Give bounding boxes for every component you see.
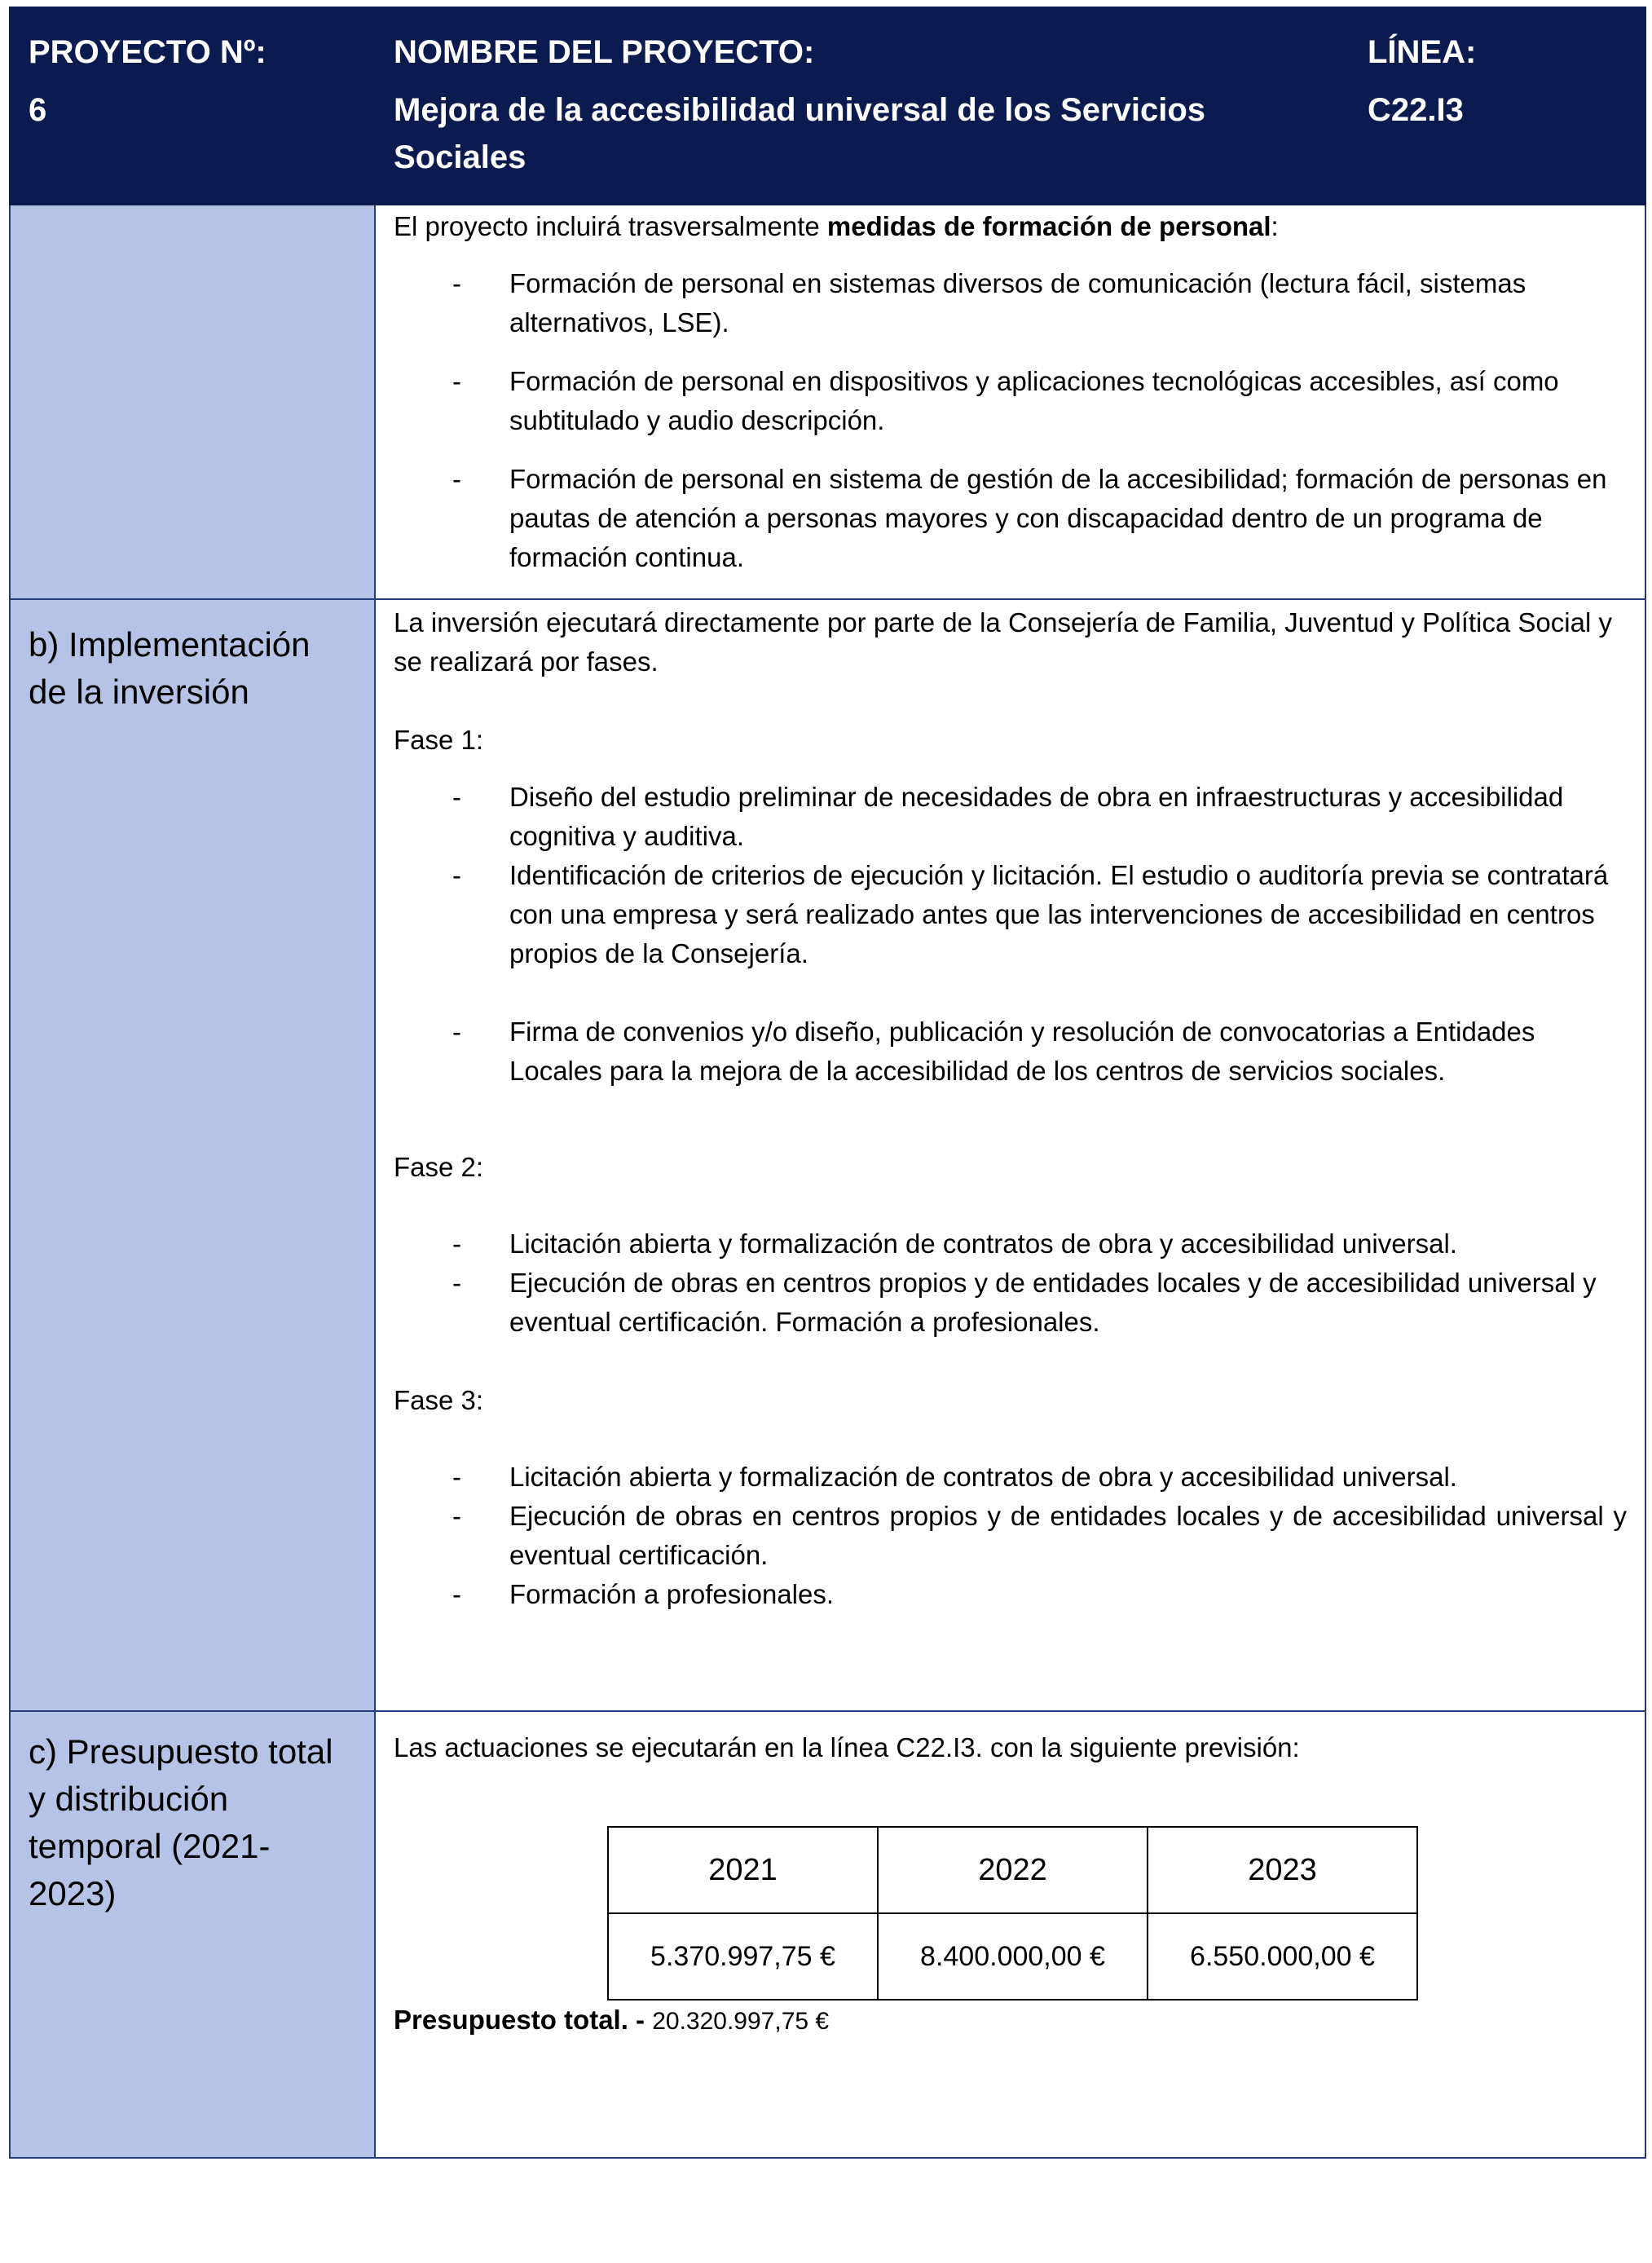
project-name-label: NOMBRE DEL PROYECTO:: [394, 34, 815, 70]
list-item: - Formación a profesionales.: [452, 1579, 835, 1609]
budget-amount-2021: 5.370.997,75 €: [608, 1913, 878, 2000]
list-item: - Formación de personal en sistemas diversos de comunicación (lectura fácil, sistemas alternativos, LSE).: [452, 268, 1526, 337]
list-item: - Firma de convenios y/o diseño, publicación y resolución de convocatorias a Entidades Locales para la mejora de la accesibilidad de los centros de servicios sociales.: [452, 1017, 1535, 1086]
section-a-label-cell: [10, 205, 375, 599]
section-b-label-cell: [10, 599, 375, 1711]
section-a-row: [10, 205, 1645, 599]
section-a-intro: El proyecto incluirá trasversalmente medidas de formación de personal:: [394, 211, 1279, 241]
list-item: - Formación de personal en dispositivos y aplicaciones tecnológicas accesibles, así como subtitulado y audio descripción.: [452, 366, 1559, 435]
section-c-label-cell: [10, 1711, 375, 2158]
project-number-label: PROYECTO Nº:: [29, 34, 267, 70]
fase-1-list: [394, 778, 1627, 1091]
list-item: - Ejecución de obras en centros propios y de entidades locales y de accesibilidad universal y eventual certificación. Formación a profesionales.: [452, 1268, 1597, 1337]
budget-amounts-row: [608, 1913, 1417, 2000]
project-number-value: 6: [29, 92, 47, 128]
section-b-row: [10, 599, 1645, 1711]
fase-1-title: Fase 1:: [394, 725, 484, 755]
section-a-list: [394, 264, 1627, 577]
budget-amount-2022: 8.400.000,00 €: [878, 1913, 1148, 2000]
header-project-number-cell: [10, 7, 375, 205]
list-item: - Diseño del estudio preliminar de necesidades de obra en infraestructuras y accesibilidad cognitiva y auditiva.: [452, 782, 1564, 851]
section-c-row: [10, 1711, 1645, 2158]
project-name-value: Mejora de la accesibilidad universal de los Servicios Sociales: [394, 92, 1205, 175]
budget-years-row: [608, 1827, 1417, 1913]
budget-amount-2023: 6.550.000,00 €: [1148, 1913, 1417, 2000]
budget-table: [607, 1826, 1418, 2001]
section-c-content-cell: [375, 1711, 1645, 2158]
list-item: - Licitación abierta y formalización de contratos de obra y accesibilidad universal.: [452, 1462, 1457, 1492]
fase-3-title: Fase 3:: [394, 1385, 484, 1415]
header-line-cell: [1349, 7, 1645, 205]
list-item: - Identificación de criterios de ejecución y licitación. El estudio o auditoría previa se contratará con una empresa y será realizado antes que las intervenciones de accesibilidad en centros propios de la Consejería.: [452, 860, 1609, 968]
fase-3-list: [394, 1458, 1627, 1614]
budget-total-value: 20.320.997,75 €: [652, 2008, 830, 2035]
header-project-name-cell: [375, 7, 1349, 205]
budget-year-2023: 2023: [1148, 1827, 1417, 1913]
fase-2-title: Fase 2:: [394, 1152, 484, 1182]
line-value: C22.I3: [1368, 92, 1464, 128]
budget-year-2022: 2022: [878, 1827, 1148, 1913]
section-a-intro-bold: medidas de formación de personal: [826, 211, 1271, 241]
list-item: - Licitación abierta y formalización de contratos de obra y accesibilidad universal.: [452, 1229, 1457, 1259]
section-c-intro: Las actuaciones se ejecutarán en la línea C22.I3. con la siguiente previsión:: [394, 1732, 1300, 1762]
budget-year-2021: 2021: [608, 1827, 878, 1913]
section-b-label: b) Implementación de la inversión: [29, 625, 311, 711]
section-b-content-cell: [375, 599, 1645, 1711]
header-row: [10, 7, 1645, 205]
list-item: - Ejecución de obras en centros propios y de entidades locales y de accesibilidad universal y eventual certificación.: [452, 1501, 1627, 1570]
list-item: - Formación de personal en sistema de gestión de la accesibilidad; formación de personas en pautas de atención a personas mayores y con discapacidad dentro de un programa de formación continua.: [452, 464, 1607, 572]
section-b-intro: La inversión ejecutará directamente por parte de la Consejería de Familia, Juventud y Política Social y se realizará por fases.: [394, 607, 1612, 677]
project-sheet-table: [9, 7, 1646, 2159]
fase-2-list: [394, 1224, 1627, 1342]
line-label: LÍNEA:: [1368, 34, 1477, 70]
section-c-label: c) Presupuesto total y distribución temporal (2021-2023): [29, 1732, 333, 1912]
budget-total: [394, 2001, 1627, 2041]
budget-total-label: Presupuesto total. -: [394, 2005, 653, 2035]
section-a-content-cell: [375, 205, 1645, 599]
